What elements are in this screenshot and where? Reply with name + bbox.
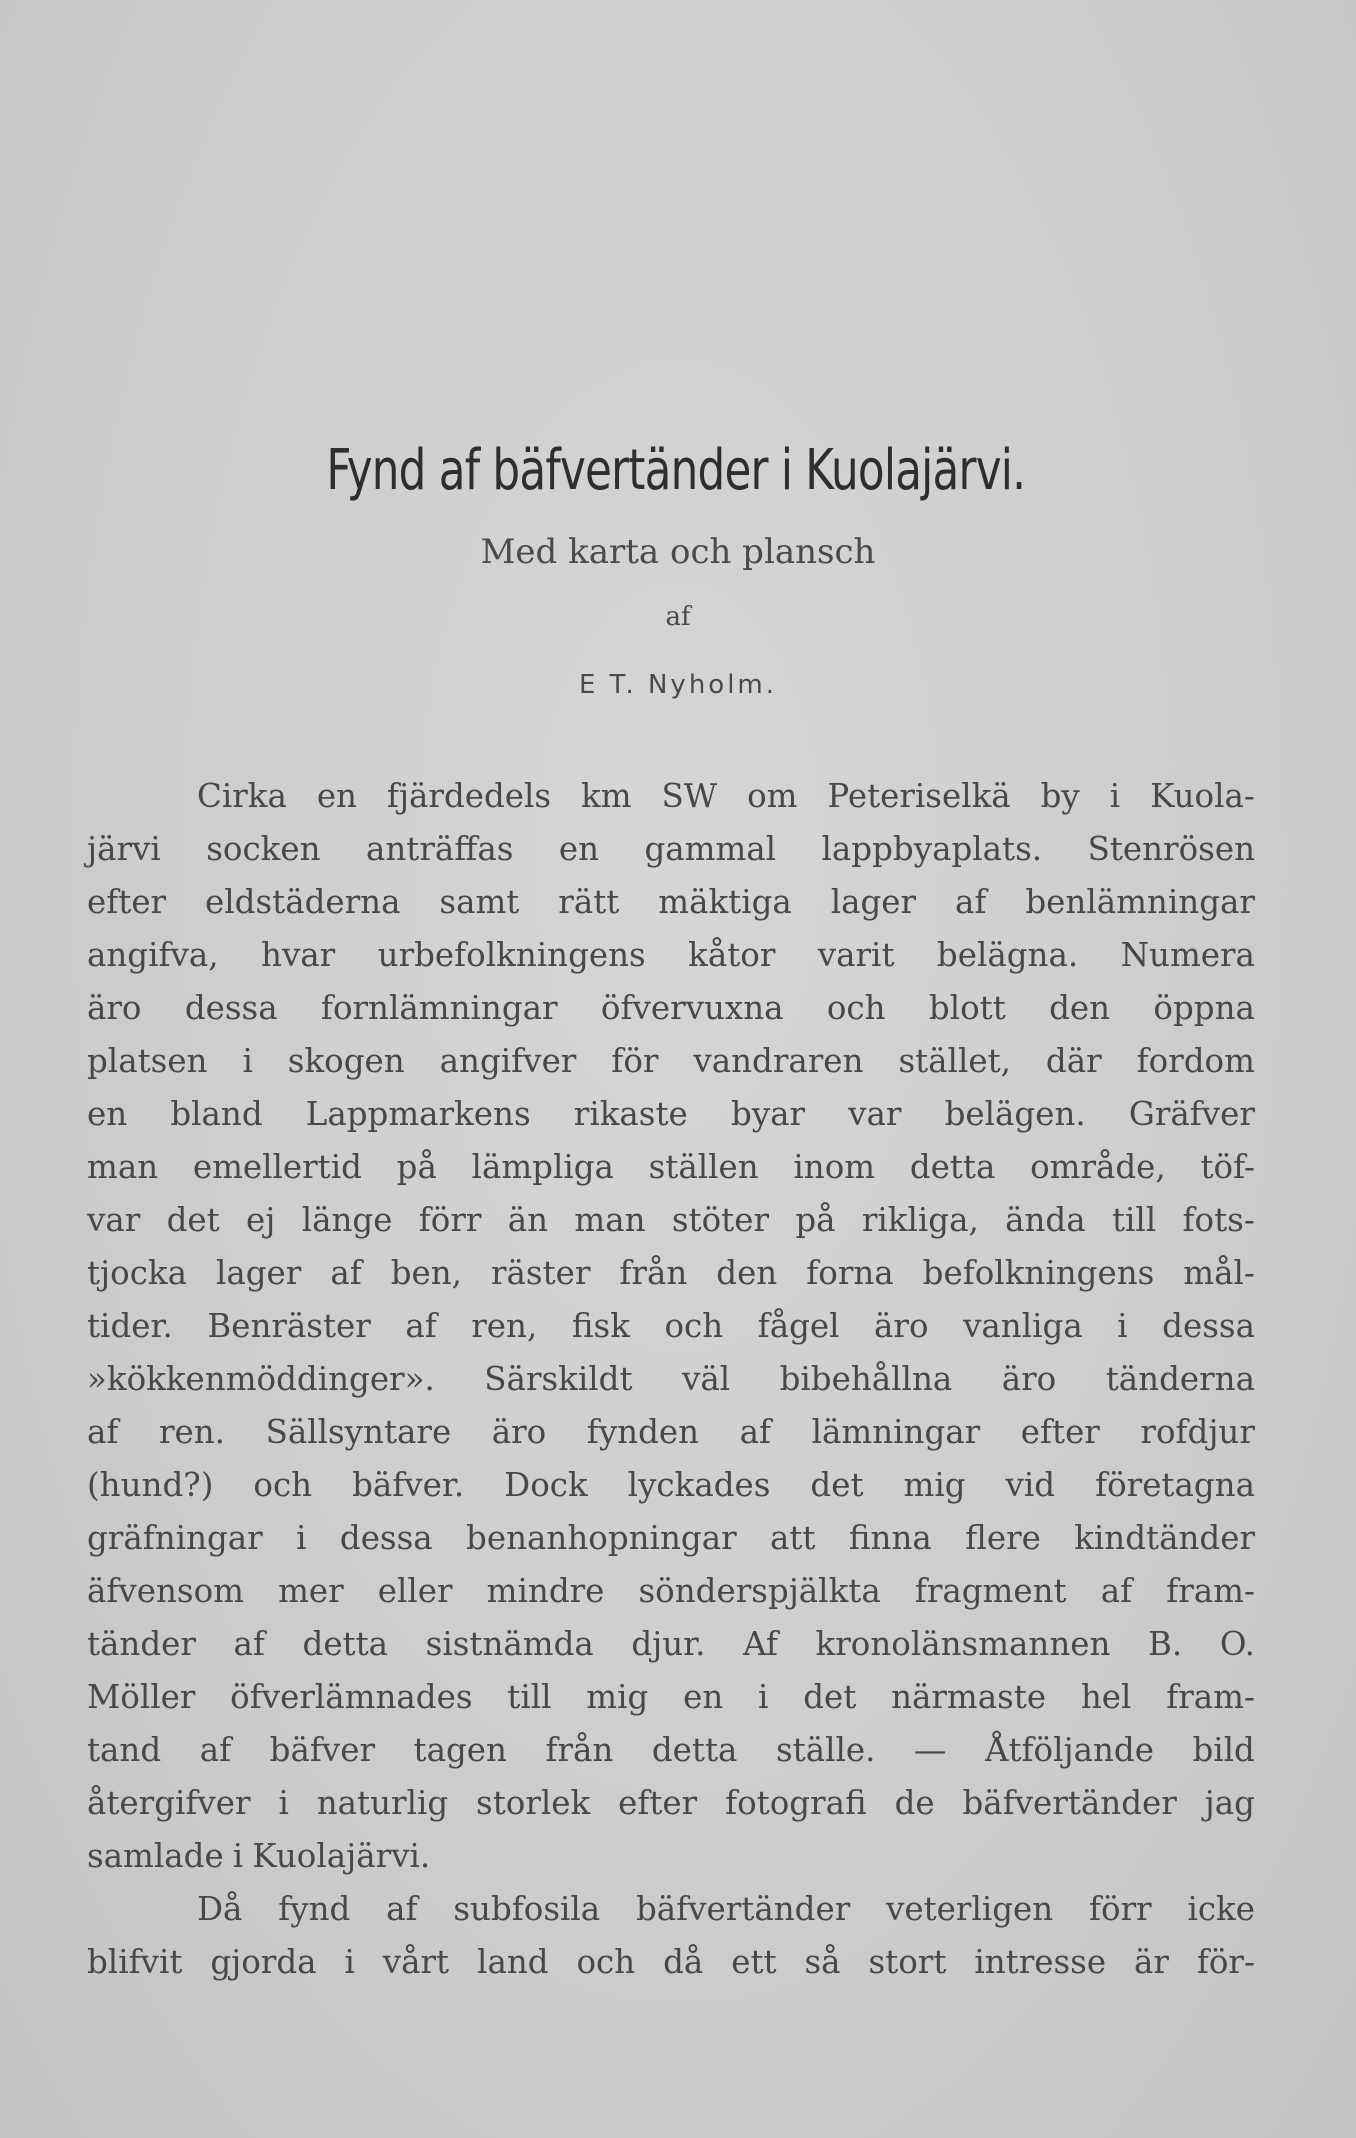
text-line: äro dessa fornlämningar öfvervuxna och blott den öppna	[87, 989, 1255, 1027]
paragraph-1	[87, 770, 1255, 1883]
text-line: angifva, hvar urbefolkningens kåtor varit belägna. Numera	[87, 936, 1255, 974]
text-line: äfvensom mer eller mindre sönderspjälkta fragment af fram-	[87, 1572, 1255, 1610]
text-line: blifvit gjorda i vårt land och då ett så stort intresse är för-	[87, 1943, 1255, 1981]
text-line: tand af bäfver tagen från detta ställe. — Åtföljande bild	[87, 1731, 1255, 1769]
paragraph-2	[87, 1883, 1255, 1989]
article-title: Fynd af bäfvertänder i Kuolajärvi.	[326, 438, 1026, 503]
text-line: (hund?) och bäfver. Dock lyckades det mig vid företagna	[87, 1466, 1255, 1504]
text-line: »kökkenmöddinger». Särskildt väl bibehållna äro tänderna	[87, 1360, 1255, 1398]
text-line: samlade i Kuolajärvi.	[87, 1837, 431, 1875]
byline-preposition: af	[665, 602, 691, 632]
text-line: Möller öfverlämnades till mig en i det närmaste hel fram-	[87, 1678, 1255, 1716]
text-line: efter eldstäderna samt rätt mäktiga lager af benlämningar	[87, 883, 1255, 921]
text-line: platsen i skogen angifver för vandraren stället, där fordom	[87, 1042, 1255, 1080]
text-line: tjocka lager af ben, räster från den forna befolkningens mål-	[87, 1254, 1255, 1292]
article-subtitle: Med karta och plansch	[480, 532, 876, 572]
text-line: man emellertid på lämpliga ställen inom detta område, töf-	[87, 1148, 1255, 1186]
text-line: af ren. Sällsyntare äro fynden af lämningar efter rofdjur	[87, 1413, 1255, 1451]
article-body	[87, 770, 1255, 1989]
text-line: tider. Benräster af ren, fisk och fågel äro vanliga i dessa	[87, 1307, 1255, 1345]
text-line: återgifver i naturlig storlek efter fotografi de bäfvertänder jag	[87, 1784, 1255, 1822]
text-line: tänder af detta sistnämda djur. Af kronolänsmannen B. O.	[87, 1625, 1255, 1663]
text-line: var det ej länge förr än man stöter på rikliga, ända till fots-	[87, 1201, 1255, 1239]
text-line: gräfningar i dessa benanhopningar att finna flere kindtänder	[87, 1519, 1255, 1557]
author-name: E T. Nyholm.	[578, 670, 778, 700]
text-line: Då fynd af subfosila bäfvertänder veterligen förr icke	[197, 1890, 1255, 1928]
text-line: en bland Lappmarkens rikaste byar var belägen. Gräfver	[87, 1095, 1255, 1133]
text-line: järvi socken anträffas en gammal lappbyaplats. Stenrösen	[87, 830, 1255, 868]
text-line: Cirka en fjärdedels km SW om Peteriselkä by i Kuola-	[197, 777, 1255, 815]
